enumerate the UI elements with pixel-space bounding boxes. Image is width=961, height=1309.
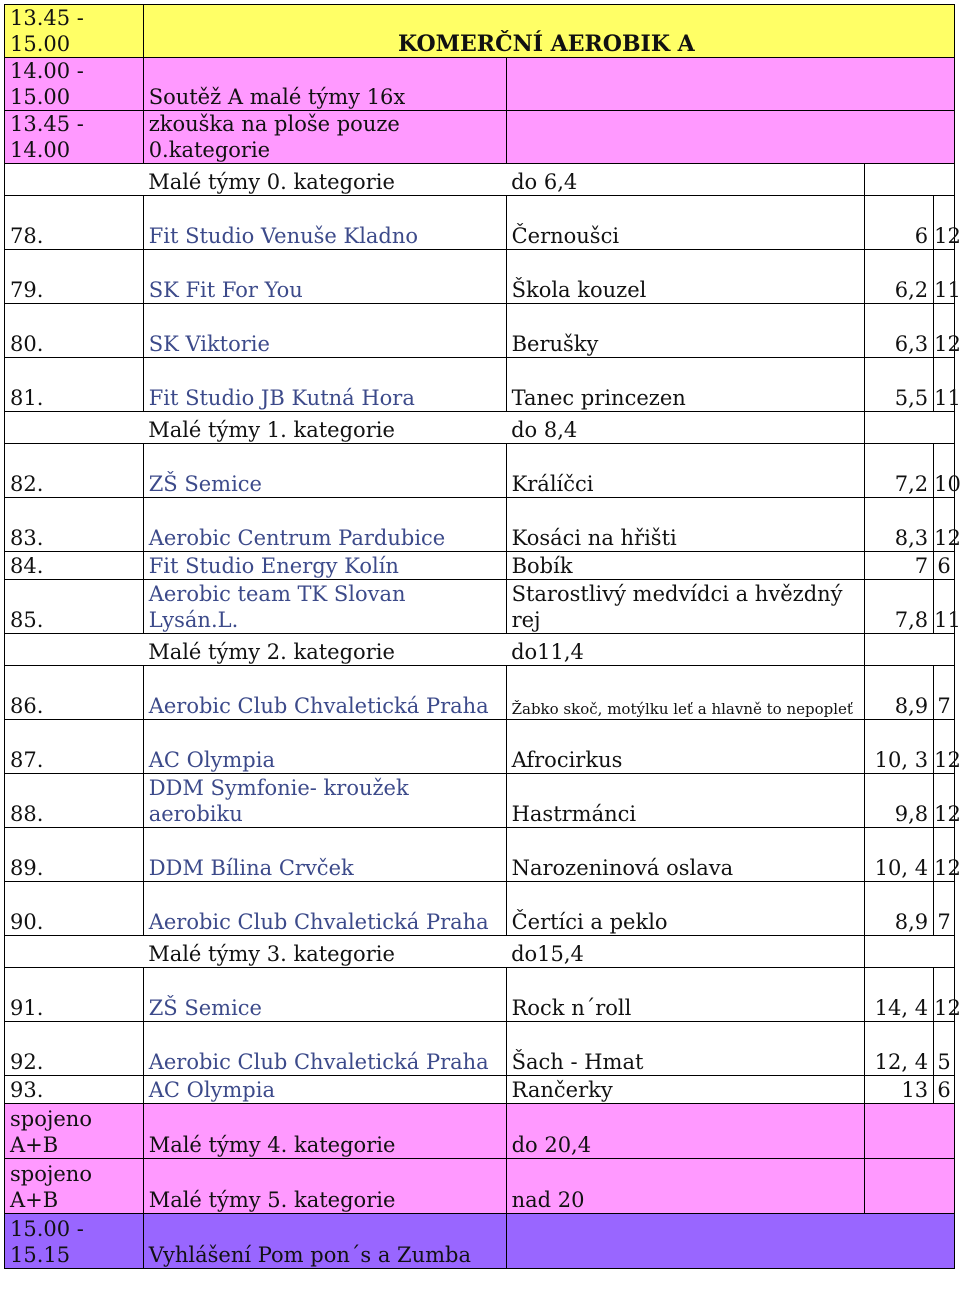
routine-name: Čertíci a peklo	[506, 882, 865, 936]
entry-row	[5, 774, 955, 828]
entry-number: 80.	[5, 304, 144, 358]
score-value: 8,9	[865, 666, 934, 720]
entry-row	[5, 250, 955, 304]
club-name: SK Fit For You	[143, 250, 506, 304]
entry-number: 87.	[5, 720, 144, 774]
routine-name: Šach - Hmat	[506, 1022, 865, 1076]
entry-row	[5, 1022, 955, 1076]
footer-text: Vyhlášení Pom pon´s a Zumba	[143, 1214, 506, 1269]
club-name: Fit Studio Venuše Kladno	[143, 196, 506, 250]
info-text: zkouška na ploše pouze 0.kategorie	[143, 111, 506, 164]
score-value: 6,2	[865, 250, 934, 304]
entry-number: 82.	[5, 444, 144, 498]
club-name: Aerobic Club Chvaletická Praha	[143, 1022, 506, 1076]
score-value: 6	[865, 196, 934, 250]
rank-value: 12	[934, 774, 955, 828]
category-limit: do15,4	[506, 936, 865, 968]
merged-category-row	[5, 1104, 955, 1159]
category-limit: do 6,4	[506, 164, 865, 196]
entry-row	[5, 828, 955, 882]
club-name: DDM Bílina Crvček	[143, 828, 506, 882]
routine-name: Berušky	[506, 304, 865, 358]
score-value: 9,8	[865, 774, 934, 828]
club-name: SK Viktorie	[143, 304, 506, 358]
empty-cell	[865, 1159, 955, 1214]
rank-value: 12	[934, 720, 955, 774]
entry-row	[5, 720, 955, 774]
rank-value: 6	[934, 1076, 955, 1104]
score-value: 7,2	[865, 444, 934, 498]
empty-cell	[5, 164, 144, 196]
score-value: 8,3	[865, 498, 934, 552]
entry-number: 86.	[5, 666, 144, 720]
club-name: Fit Studio JB Kutná Hora	[143, 358, 506, 412]
empty-cell	[5, 936, 144, 968]
club-name: Aerobic team TK Slovan Lysán.L.	[143, 580, 506, 634]
routine-name: Černoušci	[506, 196, 865, 250]
time-cell: 15.00 - 15.15	[5, 1214, 144, 1269]
empty-cell	[506, 58, 954, 111]
category-name: Malé týmy 3. kategorie	[143, 936, 506, 968]
routine-name: Škola kouzel	[506, 250, 865, 304]
routine-name: Tanec princezen	[506, 358, 865, 412]
score-value: 8,9	[865, 882, 934, 936]
category-name: Malé týmy 5. kategorie	[143, 1159, 506, 1214]
rank-value: 11	[934, 580, 955, 634]
entry-row	[5, 666, 955, 720]
entry-number: 79.	[5, 250, 144, 304]
score-value: 10, 4	[865, 828, 934, 882]
entry-row	[5, 882, 955, 936]
empty-cell	[506, 1214, 954, 1269]
category-limit: do11,4	[506, 634, 865, 666]
rank-value: 7	[934, 882, 955, 936]
routine-name: Žabko skoč, motýlku leť a hlavně to nepopleť	[506, 666, 865, 720]
routine-name: Hastrmánci	[506, 774, 865, 828]
entry-row	[5, 196, 955, 250]
section-header-row	[5, 5, 955, 58]
score-value: 7,8	[865, 580, 934, 634]
empty-cell	[865, 164, 955, 196]
category-limit: nad 20	[506, 1159, 865, 1214]
score-value: 6,3	[865, 304, 934, 358]
entry-number: 85.	[5, 580, 144, 634]
empty-cell	[506, 111, 954, 164]
routine-name: Starostlivý medvídci a hvězdný rej	[506, 580, 865, 634]
merged-category-row	[5, 1159, 955, 1214]
club-name: ZŠ Semice	[143, 968, 506, 1022]
rank-value: 11	[934, 250, 955, 304]
rank-value: 12	[934, 968, 955, 1022]
category-header-row	[5, 936, 955, 968]
time-cell: 14.00 - 15.00	[5, 58, 144, 111]
club-name: AC Olympia	[143, 720, 506, 774]
rank-value: 12	[934, 828, 955, 882]
club-name: Aerobic Club Chvaletická Praha	[143, 882, 506, 936]
categories-body	[5, 164, 961, 1104]
empty-cell	[5, 634, 144, 666]
rank-value: 11	[934, 358, 955, 412]
club-name: Fit Studio Energy Kolín	[143, 552, 506, 580]
entry-number: 78.	[5, 196, 144, 250]
rank-value: 7	[934, 666, 955, 720]
category-name: Malé týmy 4. kategorie	[143, 1104, 506, 1159]
rank-value: 10	[934, 444, 955, 498]
entry-row	[5, 552, 955, 580]
entry-number: 92.	[5, 1022, 144, 1076]
entry-number: 90.	[5, 882, 144, 936]
score-value: 10, 3	[865, 720, 934, 774]
category-name: Malé týmy 1. kategorie	[143, 412, 506, 444]
entry-number: 88.	[5, 774, 144, 828]
rank-value: 6	[934, 552, 955, 580]
entry-number: 84.	[5, 552, 144, 580]
entry-row	[5, 304, 955, 358]
category-header-row	[5, 164, 955, 196]
merge-note: spojeno A+B	[5, 1159, 144, 1214]
score-value: 5,5	[865, 358, 934, 412]
schedule-table	[4, 4, 961, 1269]
club-name: Aerobic Club Chvaletická Praha	[143, 666, 506, 720]
routine-name: Bobík	[506, 552, 865, 580]
score-value: 7	[865, 552, 934, 580]
rank-value: 12	[934, 498, 955, 552]
entry-row	[5, 444, 955, 498]
empty-cell	[865, 634, 955, 666]
category-limit: do 20,4	[506, 1104, 865, 1159]
club-name: AC Olympia	[143, 1076, 506, 1104]
empty-cell	[865, 1104, 955, 1159]
club-name: DDM Symfonie- kroužek aerobiku	[143, 774, 506, 828]
category-name: Malé týmy 2. kategorie	[143, 634, 506, 666]
routine-name: Králíčci	[506, 444, 865, 498]
time-cell: 13.45 - 15.00	[5, 5, 144, 58]
routine-name: Afrocirkus	[506, 720, 865, 774]
category-header-row	[5, 634, 955, 666]
club-name: ZŠ Semice	[143, 444, 506, 498]
score-value: 12, 4	[865, 1022, 934, 1076]
routine-name: Rock n´roll	[506, 968, 865, 1022]
rank-value: 5	[934, 1022, 955, 1076]
footer-row	[5, 1214, 955, 1269]
merge-note: spojeno A+B	[5, 1104, 144, 1159]
entry-number: 81.	[5, 358, 144, 412]
info-row	[5, 58, 955, 111]
entry-number: 91.	[5, 968, 144, 1022]
time-cell: 13.45 - 14.00	[5, 111, 144, 164]
score-value: 13	[865, 1076, 934, 1104]
rank-value: 12	[934, 196, 955, 250]
club-name: Aerobic Centrum Pardubice	[143, 498, 506, 552]
entry-row	[5, 968, 955, 1022]
category-name: Malé týmy 0. kategorie	[143, 164, 506, 196]
entry-row	[5, 580, 955, 634]
category-header-row	[5, 412, 955, 444]
rank-value: 12	[934, 304, 955, 358]
category-limit: do 8,4	[506, 412, 865, 444]
routine-name: Rančerky	[506, 1076, 865, 1104]
info-text: Soutěž A malé týmy 16x	[143, 58, 506, 111]
section-title: KOMERČNÍ AEROBIK A	[143, 5, 954, 58]
empty-cell	[865, 936, 955, 968]
entry-row	[5, 1076, 955, 1104]
entry-number: 83.	[5, 498, 144, 552]
score-value: 14, 4	[865, 968, 934, 1022]
info-row	[5, 111, 955, 164]
empty-cell	[865, 412, 955, 444]
entry-row	[5, 358, 955, 412]
entry-row	[5, 498, 955, 552]
routine-name: Narozeninová oslava	[506, 828, 865, 882]
routine-name: Kosáci na hřišti	[506, 498, 865, 552]
entry-number: 89.	[5, 828, 144, 882]
entry-number: 93.	[5, 1076, 144, 1104]
empty-cell	[5, 412, 144, 444]
